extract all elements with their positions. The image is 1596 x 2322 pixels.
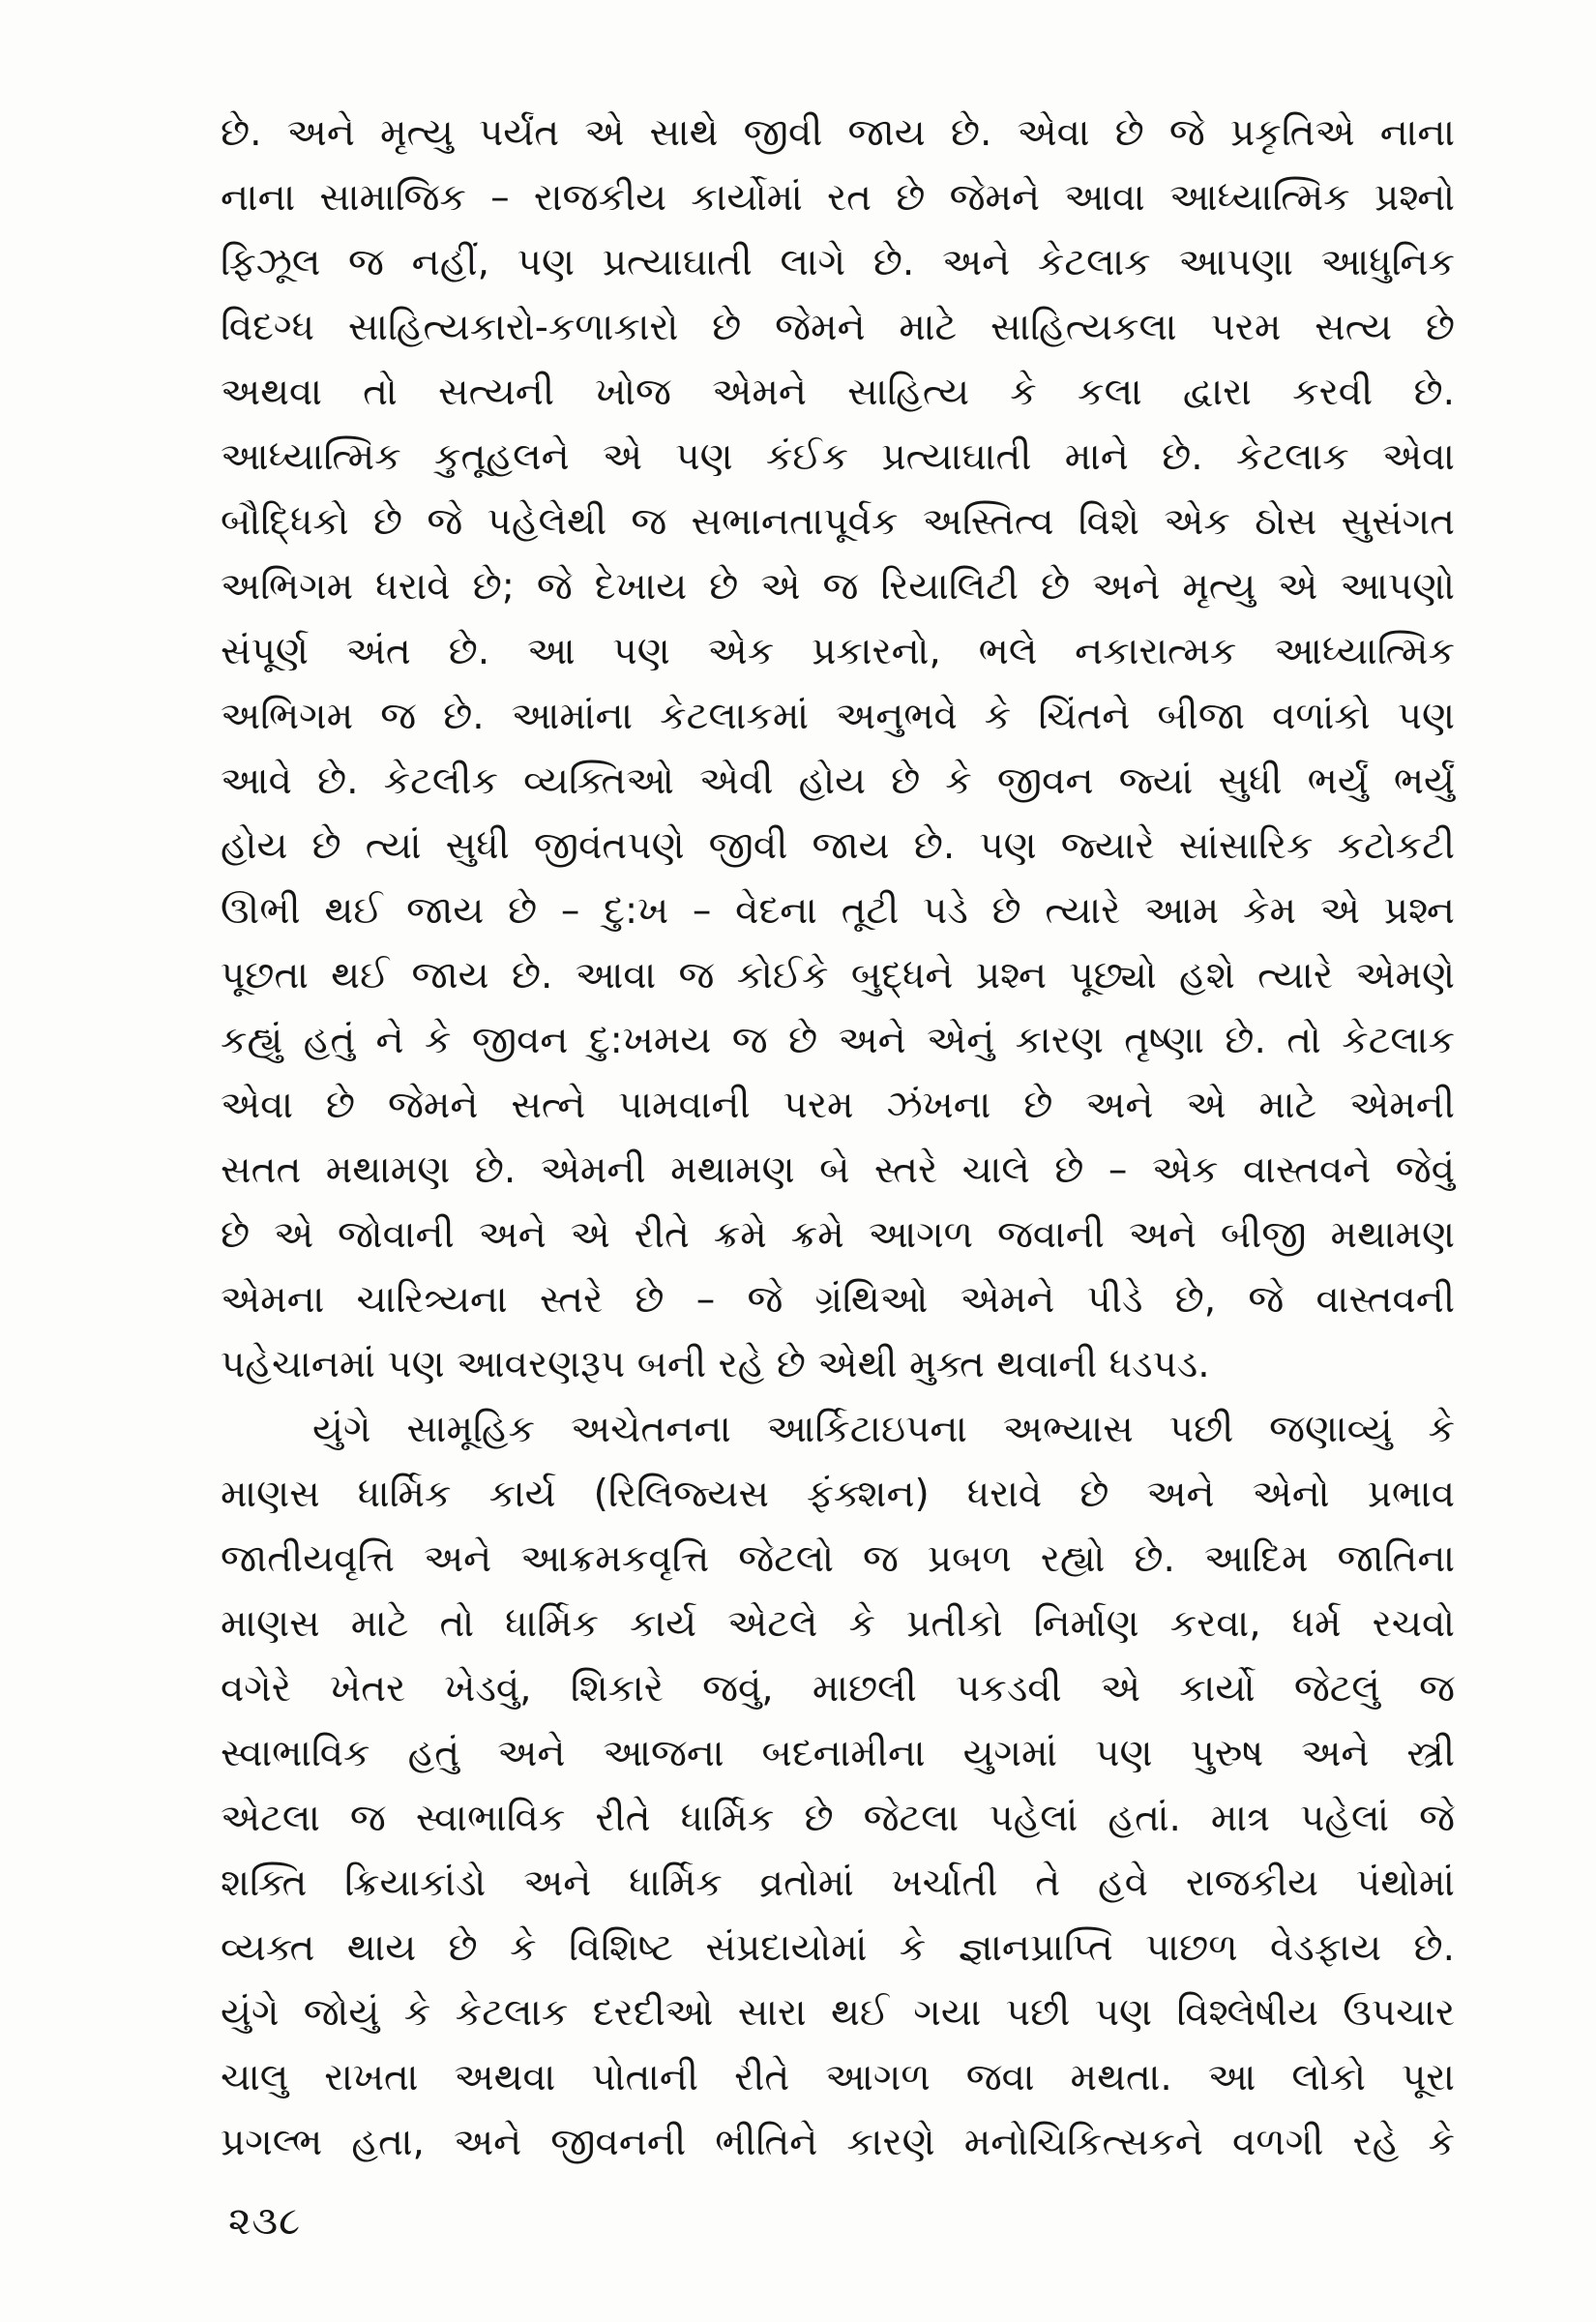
text-line: એવા છે જેમને સત્ને પામવાની પરમ ઝંખના છે અને એ માટે એમની xyxy=(221,1084,1455,1127)
text-line: અભિગમ ધરાવે છે; જે દેખાય છે એ જ રિયાલિટી છે અને મૃત્યુ એ આપણો xyxy=(221,565,1455,609)
text-line: કહ્યું હતું ને કે જીવન દુ:ખમય જ છે અને એનું કારણ તૃષ્ણા છે. તો કેટલાક xyxy=(221,1019,1455,1062)
text-line: ફિઝૂલ જ નહીં, પણ પ્રત્યાઘાતી લાગે છે. અને કેટલાક આપણા આધુનિક xyxy=(221,241,1455,284)
text-line: શક્તિ ક્રિયાકાંડો અને ધાર્મિક વ્રતોમાં ખર્ચાતી તે હવે રાજકીય પંથોમાં xyxy=(221,1861,1455,1905)
page-number: ૨૩૮ xyxy=(228,2199,302,2244)
text-line: યુંગે જોયું કે કેટલાક દરદીઓ સારા થઈ ગયા પછી પણ વિશ્લેષીય ઉપચાર xyxy=(221,1991,1455,2035)
text-line: અથવા તો સત્યની ખોજ એમને સાહિત્ય કે કલા દ્વારા કરવી છે. xyxy=(221,371,1455,414)
text-line: આવે છે. કેટલીક વ્યક્તિઓ એવી હોય છે કે જીવન જ્યાં સુધી ભર્યું ભર્યું xyxy=(221,759,1455,803)
text-line: માણસ માટે તો ધાર્મિક કાર્ય એટલે કે પ્રતીકો નિર્માણ કરવા, ધર્મ રચવો xyxy=(221,1602,1455,1646)
text-line: યુંગે સામૂહિક અચેતનના આર્કિટાઇપના અભ્યાસ પછી જણાવ્યું કે xyxy=(312,1408,1455,1451)
text-line: પ્રગલ્ભ હતા, અને જીવનની ભીતિને કારણે મનોચિકિત્સકને વળગી રહે કે xyxy=(221,2121,1455,2164)
text-line: ચાલુ રાખતા અથવા પોતાની રીતે આગળ જવા મથતા. આ લોકો પૂરા xyxy=(221,2056,1455,2099)
page-text xyxy=(221,101,1455,2175)
text-line: છે એ જોવાની અને એ રીતે ક્રમે ક્રમે આગળ જવાની અને બીજી મથામણ xyxy=(221,1213,1455,1257)
text-line: એટલા જ સ્વાભાવિક રીતે ધાર્મિક છે જેટલા પહેલાં હતાં. માત્ર પહેલાં જે xyxy=(221,1797,1455,1840)
text-line: નાના સામાજિક – રાજકીય કાર્યોમાં રત છે જેમને આવા આધ્યાત્મિક પ્રશ્નો xyxy=(221,176,1455,220)
text-line: સતત મથામણ છે. એમની મથામણ બે સ્તરે ચાલે છે – એક વાસ્તવને જેવું xyxy=(221,1148,1455,1192)
text-line: માણસ ધાર્મિક કાર્ય (રિલિજ્યસ ફંક્શન) ધરાવે છે અને એનો પ્રભાવ xyxy=(221,1473,1455,1516)
text-line: હોય છે ત્યાં સુધી જીવંતપણે જીવી જાય છે. પણ જ્યારે સાંસારિક કટોકટી xyxy=(221,824,1455,868)
text-line: અભિગમ જ છે. આમાંના કેટલાકમાં અનુભવે કે ચિંતને બીજા વળાંકો પણ xyxy=(221,695,1455,738)
text-line: પૂછતા થઈ જાય છે. આવા જ કોઈકે બુદ્ધને પ્રશ્ન પૂછ્યો હશે ત્યારે એમણે xyxy=(221,954,1455,997)
text-line: વિદગ્ધ સાહિત્યકારો-કળાકારો છે જેમને માટે સાહિત્યકલા પરમ સત્ય છે xyxy=(221,306,1455,349)
text-line: એમના ચારિત્ર્યના સ્તરે છે – જે ગ્રંથિઓ એમને પીડે છે, જે વાસ્તવની xyxy=(221,1278,1455,1322)
text-line: સ્વાભાવિક હતું અને આજના બદનામીના યુગમાં પણ પુરુષ અને સ્ત્રી xyxy=(221,1732,1455,1775)
text-line: ઊભી થઈ જાય છે – દુ:ખ – વેદના તૂટી પડે છે ત્યારે આમ કેમ એ પ્રશ્ન xyxy=(221,889,1455,933)
text-line: સંપૂર્ણ અંત છે. આ પણ એક પ્રકારનો, ભલે નકારાત્મક આધ્યાત્મિક xyxy=(221,630,1455,673)
text-line: વગેરે ખેતર ખેડવું, શિકારે જવું, માછલી પકડવી એ કાર્યો જેટલું જ xyxy=(221,1667,1455,1711)
text-line: છે. અને મૃત્યુ પર્યંત એ સાથે જીવી જાય છે. એવા છે જે પ્રકૃતિએ નાના xyxy=(221,111,1455,155)
text-line: જાતીયવૃત્તિ અને આક્રમકવૃત્તિ જેટલો જ પ્રબળ રહ્યો છે. આદિમ જાતિના xyxy=(221,1537,1455,1581)
text-line: આધ્યાત્મિક કુતૂહલને એ પણ કંઈક પ્રત્યાઘાતી માને છે. કેટલાક એવા xyxy=(221,435,1455,479)
text-line: બૌદ્ધિકો છે જે પહેલેથી જ સભાનતાપૂર્વક અસ્તિત્વ વિશે એક ઠોસ સુસંગત xyxy=(221,500,1455,544)
text-line: વ્યક્ત થાય છે કે વિશિષ્ટ સંપ્રદાયોમાં કે જ્ઞાનપ્રાપ્તિ પાછળ વેડફાય છે. xyxy=(221,1926,1455,1970)
text-line: પહેચાનમાં પણ આવરણરૂપ બની રહે છે એથી મુક્ત થવાની ધડપડ. xyxy=(221,1343,1210,1386)
